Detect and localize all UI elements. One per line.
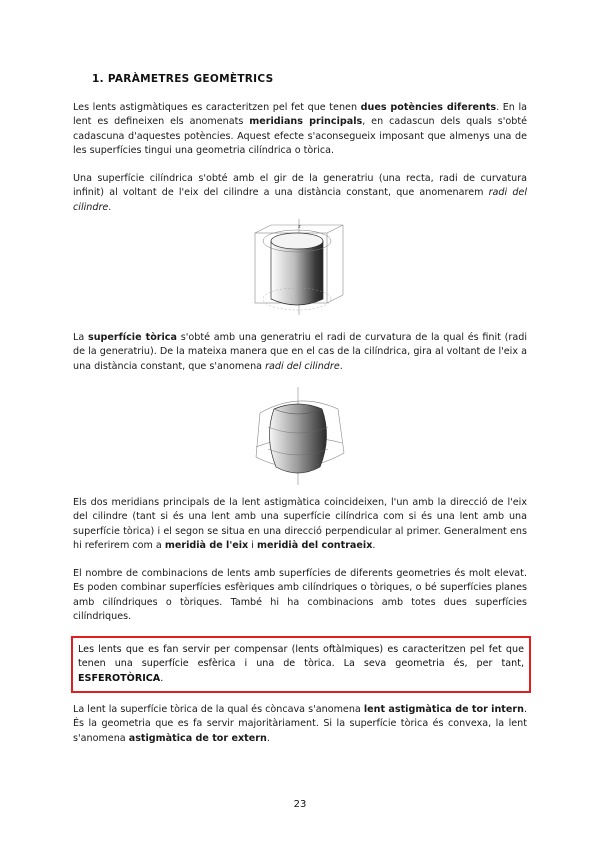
- term-two-powers: dues potències diferents: [360, 102, 497, 113]
- term-external-tor: astigmàtica de tor extern: [128, 732, 267, 744]
- term-cylinder-radius: radi del cilindre: [73, 187, 527, 213]
- term-axis-meridian: meridià de l'eix: [164, 539, 249, 551]
- term-cylinder-radius-2: radi del cilindre: [265, 360, 340, 372]
- paragraph-combinations: El nombre de combinacions de lents amb superfícies de diferents geometries és molt elevat. Es poden combinar superfícies esfèriques amb cilíndriques o tòriques, o bé superfícies planes amb cilíndriques o tòriques. També hi ha combinacions amb totes dues superfícies cilíndriques.: [73, 568, 527, 622]
- highlight-box-spherotoric: Les lents que es fan servir per compensar (lents oftàlmiques) es caracteritzen pel fet que tenen una superfície esfèrica i una de tòrica. La seva geometria és, per tant, ESFEROTÒRICA.: [71, 636, 531, 693]
- paragraph-toric-surface: La superfície tòrica s'obté amb una generatriu el radi de curvatura de la qual és finit (radi de la generatriu). De la mateixa manera que en el cas de la cilíndrica, gira al voltant de l'eix a una distància constant, que s'anomena radi del cilindre.: [73, 332, 528, 372]
- term-counter-axis-meridian: meridià del contraeix: [257, 539, 373, 551]
- paragraph-internal-external-tor: La lent la superfície tòrica de la qual és còncava s'anomena lent astigmàtica de tor intern. És la geometria que es fa servir majoritàriament. Si la superfície tòrica és convexa, la lent s'anomena astigmàtica de tor extern.: [73, 704, 528, 744]
- term-internal-tor: lent astigmàtica de tor intern: [363, 704, 524, 715]
- toric-surface-diagram-icon: [246, 387, 354, 485]
- paragraph-astigmatic-lenses: Les lents astigmàtiques es caracteritzen pel fet que tenen dues potències diferents. En la lent es defineixen els anomenats meridians principals, en cadascun dels quals s'obté cadascuna d'aquestes potències. Aquest efecte s'aconsegueix imposant que almenys una de les superfícies tingui una geometria cilíndrica o tòrica.: [73, 102, 527, 156]
- term-toric-surface: superfície tòrica: [87, 332, 177, 343]
- cylinder-diagram-icon: [243, 219, 351, 315]
- term-principal-meridians: meridians principals: [249, 116, 363, 128]
- paragraph-cylindrical-surface: Una superfície cilíndrica s'obté amb el gir de la generatriu (una recta, radi de curvatura infinit) al voltant de l'eix del cilindre a una distància constant, que anomenarem radi del cilindre.: [73, 173, 527, 213]
- svg-text:z: z: [298, 224, 301, 230]
- paragraph-principal-meridians: Els dos meridians principals de la lent astigmàtica coincideixen, l'un amb la direcció de l'eix del cilindre (tant si és una lent amb una superfície cilíndrica com si és una lent amb una superfície tòrica) i el segon se situa en una direcció perpendicular al primer. Generalment ens hi referirem com a meridià de l'eix i meridià del contraeix.: [73, 497, 527, 551]
- page-number: 23: [293, 799, 307, 810]
- section-heading: 1. PARÀMETRES GEOMÈTRICS: [92, 73, 274, 85]
- term-spherotoric: ESFEROTÒRICA: [78, 672, 161, 684]
